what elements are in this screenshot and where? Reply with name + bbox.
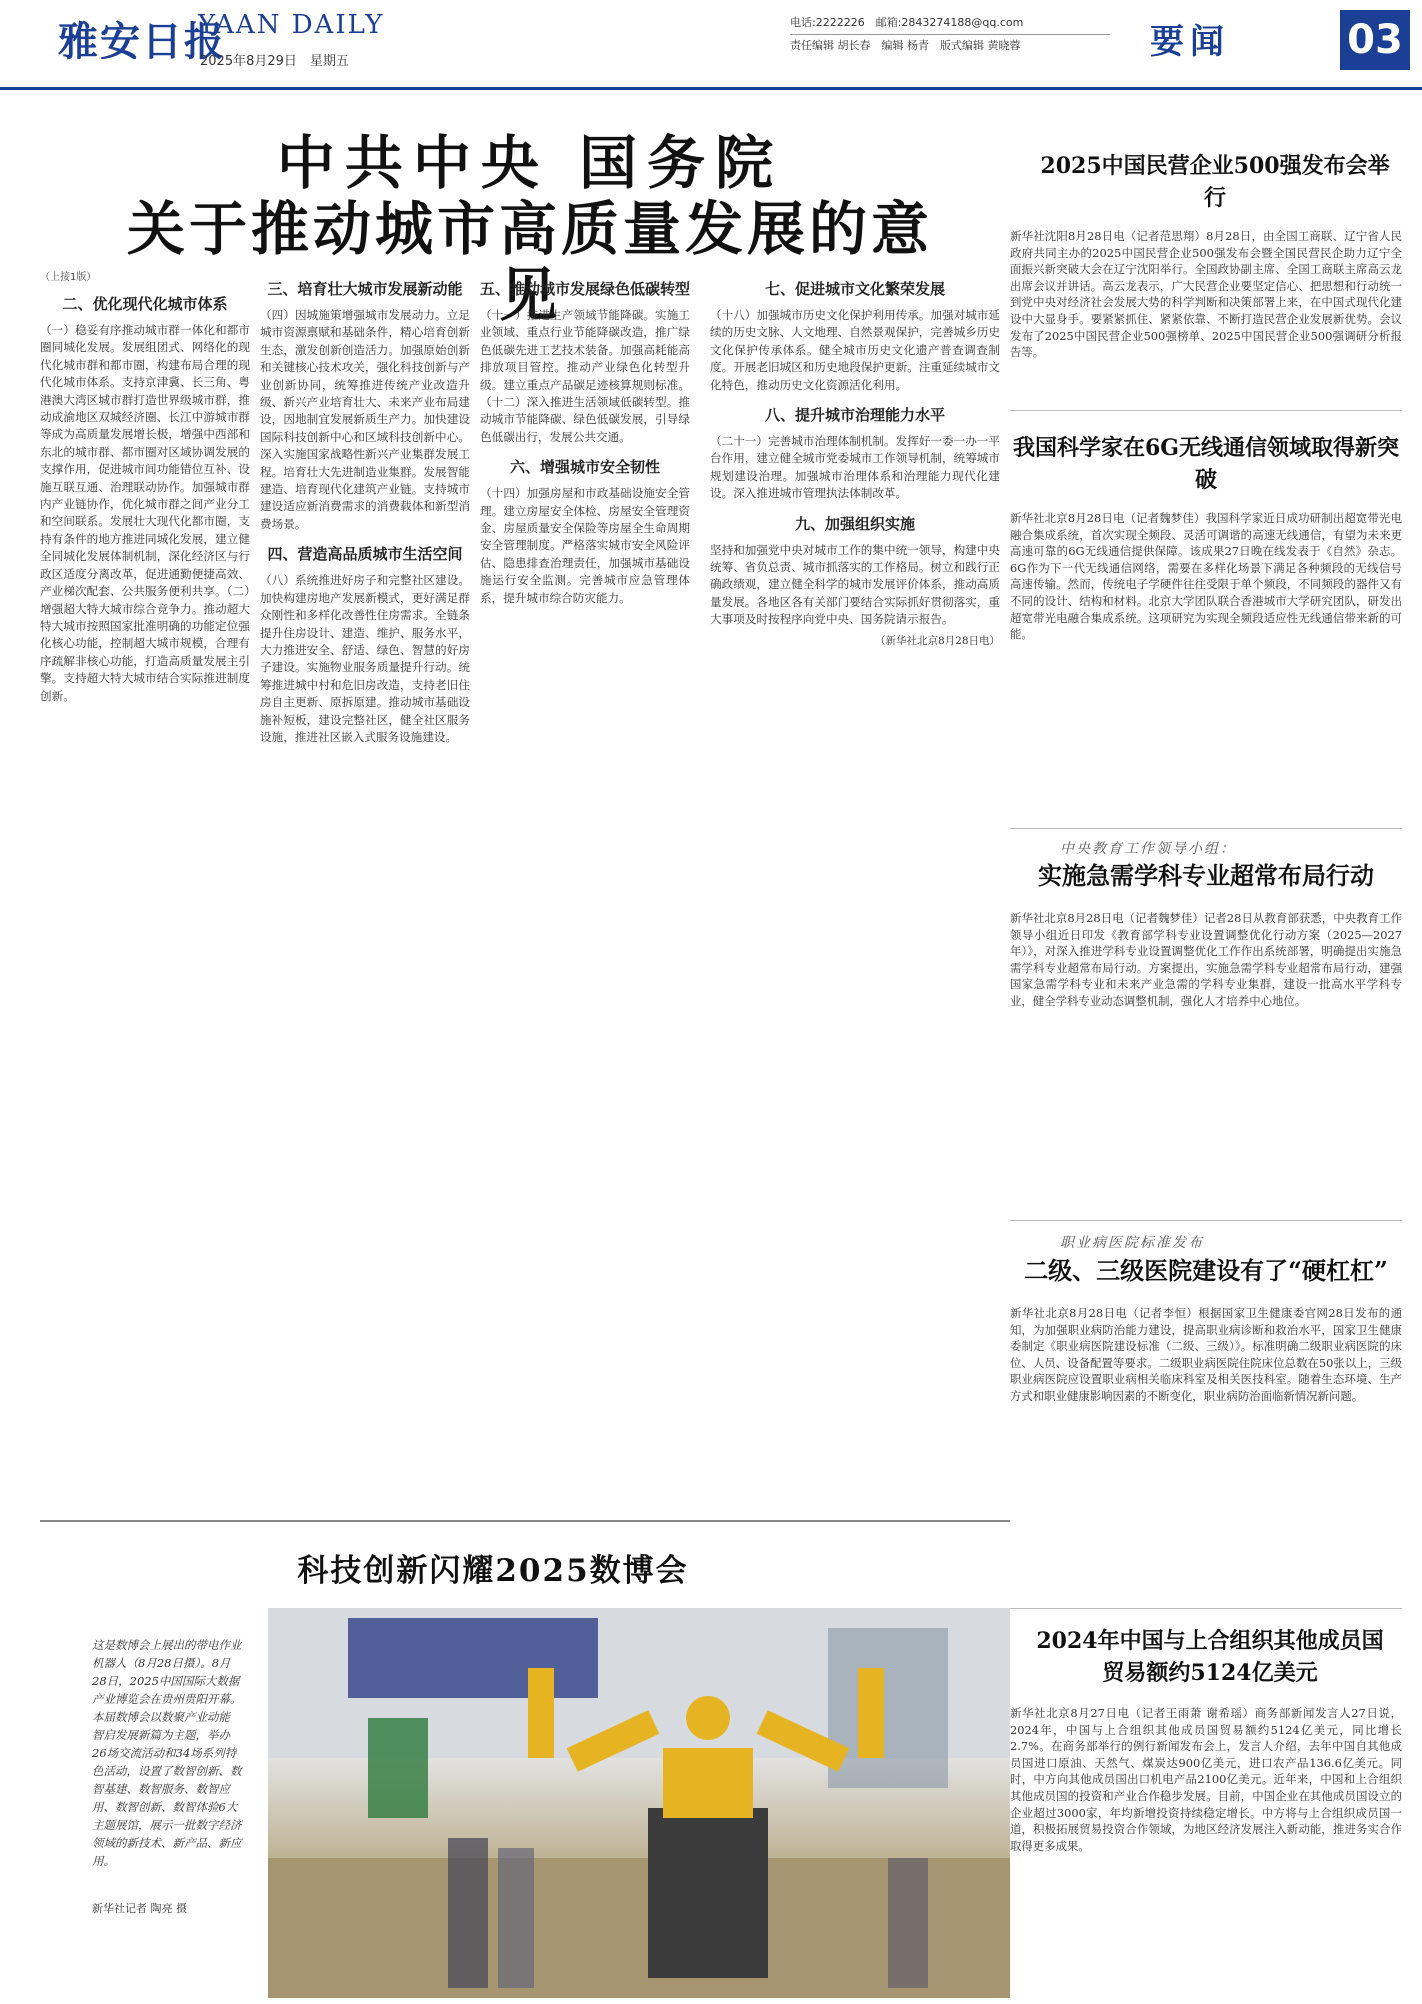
article-title-private-enterprise: 2025中国民营企业500强发布会举行 bbox=[1040, 153, 1390, 211]
article-title-education: 实施急需学科专业超常布局行动 bbox=[1038, 861, 1374, 890]
article-title-sco-trade: 2024年中国与上合组织其他成员国贸易额约5124亿美元 bbox=[1036, 1628, 1384, 1686]
article-column-3 bbox=[480, 268, 690, 1503]
expo-robot-photo bbox=[268, 1608, 1010, 1998]
section-head-6: 六、增强城市安全韧性 bbox=[509, 458, 660, 477]
article-column-1 bbox=[40, 268, 250, 1503]
continued-note: （上接1版） bbox=[40, 272, 97, 283]
issue-date: 2025年8月29日 星期五 bbox=[200, 54, 349, 69]
section-text-3: （四）因城施策增强城市发展动力。立足城市资源禀赋和基础条件，精心培育创新生态，激发创新创造活力。加强原始创新和关键核心技术攻关，强化科技创新与产业创新协同，统筹推进传统产业改造升级、新兴产业培育壮大、未来产业布局建设，因地制宜发展新质生产力。加快建设国际科技创新中心和区域科技创新中心。深入实施国家战略性新兴产业集群发展工程。培育壮大先进制造业集群。发展智能建造、培育现代化建筑产业链。支持城市建设适应新消费需求的消费载体和新型消费场景。 bbox=[260, 308, 470, 531]
section-text-5: （十一）推进生产领域节能降碳。实施工业领域、重点行业节能降碳改造，推广绿色低碳先进工艺技术装备。加强高耗能高排放项目管控。推动产业绿色化转型升级。建立重点产品碳足迹核算规则标准。（十二）深入推进生活领域低碳转型。推动城市节能降碳、绿色低碳发展，引导绿色低碳出行，发展公共交通。 bbox=[480, 308, 690, 444]
article-tagline-education: 中央教育工作领导小组： bbox=[1060, 841, 1236, 857]
headline-line-2: 关于推动城市高质量发展的意见 bbox=[126, 195, 933, 329]
divider bbox=[1010, 1220, 1402, 1221]
divider bbox=[1010, 828, 1402, 829]
section-title: 要闻 bbox=[1150, 22, 1230, 62]
section-text-4: （八）系统推进好房子和完整社区建设。加快构建房地产发展新模式，更好满足群众刚性和多样化改善性住房需求。全链条提升住房设计、建造、维护、服务水平，大力推进安全、舒适、绿色、智慧的好房子建设。实施物业服务质量提升行动。统筹推进城中村和危旧房改造，支持老旧住房自主更新、原拆原建。推动城市基础设施补短板，建设完整社区，健全社区服务设施，推进社区嵌入式服务设施建设。 bbox=[260, 573, 470, 744]
editor-info bbox=[790, 12, 1110, 57]
article-body-6g: 新华社北京8月28日电（记者魏梦佳）我国科学家近日成功研制出超宽带光电融合集成系统，首次实现全频段、灵活可调谐的高速无线通信，有望为未来更高速可靠的6G无线通信提供保障。该成果27日晚在线发表于《自然》杂志。6G作为下一代无线通信网络，需要在多样化场景下满足各种频段的无线信号高速传输。然而，传统电子学硬件往往受限于单个频段，不同频段的器件又有不同的设计、结构和材料。北京大学团队联合香港城市大学研究团队，研发出超宽带光电融合集成系统。这项研究为实现全频段适应性无线通信带来新的可能。 bbox=[1010, 511, 1402, 642]
section-text-6: （十四）加强房屋和市政基础设施安全管理。建立房屋安全体检、房屋安全管理资金、房屋质量安全保险等房屋全生命周期安全管理制度。严格落实城市安全风险评估、隐患排查治理责任，加强城市基础设施运行安全监测。完善城市应急管理体系，提升城市综合防灾能力。 bbox=[480, 486, 690, 605]
section-head-8: 八、提升城市治理能力水平 bbox=[764, 406, 945, 425]
section-head-9: 九、加强组织实施 bbox=[794, 514, 915, 533]
section-text-2: （一）稳妥有序推动城市群一体化和都市圈同城化发展。发展组团式、网络化的现代化城市群和都市圈，构建布局合理的现代化城市体系。支持京津冀、长三角、粤港澳大湾区城市群打造世界级城市群，推动成渝地区双城经济圈、长江中游城市群等成为高质量发展增长极，增强中西部和东北的城市群、都市圈对区域协调发展的支撑作用，促进城市间功能错位互补、设施互联互通、治理联动协作。加强城市群内产业链协作，优化城市群之间产业分工和空间联系。发展壮大现代化都市圈，支持有条件的地方推进同城化发展，建立健全同城化发展体制机制，深化经济区与行政区适度分离改革，促进通勤便捷高效、产业梯次配套、公共服务便利共享。（二）增强超大特大城市综合竞争力。推动超大特大城市按照国家批准明确的功能定位强化核心功能，控制超大城市规模，合理有序疏解非核心功能，打造高质量发展主引擎。支持超大特大城市结合实际推进制度创新。 bbox=[40, 323, 250, 703]
article-body-hospital: 新华社北京8月28日电（记者李恒）根据国家卫生健康委官网28日发布的通知，为加强职业病防治能力建设，提高职业病诊断和救治水平，国家卫生健康委制定《职业病医院建设标准（二级、三级）》。标准明确二级职业病医院的床位、人员、设备配置等要求。二级职业病医院住院床位总数在50张以上，三级职业病医院应设置职业病相关临床科室及相关医技科室。随着生态环境、生产方式和职业健康影响因素的不断变化，职业病防治面临新情况新问题。 bbox=[1010, 1306, 1402, 1403]
photo-credit: 新华社记者 陶亮 摄 bbox=[92, 1902, 187, 1915]
english-name: YAAN DAILY bbox=[198, 10, 385, 40]
article-body-private-enterprise: 新华社沈阳8月28日电（记者范思翔）8月28日，由全国工商联、辽宁省人民政府共同主办的2025中国民营企业500强发布会暨全国民营民企助力辽宁全面振兴新突破大会在辽宁沈阳举行。全国政协副主席、全国工商联主席高云龙出席会议并讲话。高云龙表示，广大民营企业要坚定信心、把思想和行动统一到党中央对经济社会发展大势的科学判断和决策部署上来，在中国式现代化建设中大显身手。要紧紧抓住、紧紧依靠、不断打造民营企业发展新优势。会议发布了2025中国民营企业500强榜单、2025中国民营企业500强调研分析报告等。 bbox=[1010, 229, 1402, 360]
section-head-4: 四、营造高品质城市生活空间 bbox=[267, 545, 463, 564]
page-number: 03 bbox=[1340, 10, 1410, 70]
article-column-4 bbox=[710, 268, 1000, 1503]
section-head-3: 三、培育壮大城市发展新动能 bbox=[267, 280, 463, 298]
divider bbox=[1010, 1608, 1402, 1609]
section-text-7: （十八）加强城市历史文化保护利用传承。加强对城市延续的历史文脉、人文地理、自然景观保护，完善城乡历史文化保护传承体系。健全城市历史文化遗产普查调查制度。开展老旧城区和历史地段保护更新。注重延续城市文化特色，推动历史文化资源活化利用。 bbox=[710, 308, 1000, 392]
article-body-education: 新华社北京8月28日电（记者魏梦佳）记者28日从教育部获悉，中央教育工作领导小组近日印发《教育部学科专业设置调整优化行动方案（2025—2027年）》，对深入推进学科专业设置调整优化工作作出系统部署，明确提出实施急需学科专业超常布局行动。方案提出，实施急需学科专业超常布局行动，建强国家急需学科专业和未来产业急需的学科专业集群，建设一批高水平学科专业，健全学科专业动态调整机制，强化人才培养中心地位。 bbox=[1010, 911, 1402, 1008]
masthead bbox=[0, 0, 1422, 90]
article-title-hospital: 二级、三级医院建设有了“硬杠杠” bbox=[1024, 1256, 1388, 1285]
section-head-5: 五、推动城市发展绿色低碳转型 bbox=[480, 280, 690, 298]
robot-illustration bbox=[268, 1608, 1010, 1998]
headline-line-1: 中共中央 国务院 bbox=[276, 129, 784, 197]
article-title-6g: 我国科学家在6G无线通信领域取得新突破 bbox=[1012, 435, 1400, 493]
article-tagline-hospital: 职业病医院标准发布 bbox=[1060, 1235, 1204, 1251]
section-text-8: （二十一）完善城市治理体制机制。发挥好一委一办一平台作用，建立健全城市党委城市工作领导机制，统筹城市规划建设治理。加强城市治理体系和治理能力现代化建设。深入推进城市管理执法体制改革。 bbox=[710, 434, 1000, 501]
section-head-2: 二、优化现代化城市体系 bbox=[62, 295, 228, 313]
editors-line: 责任编辑 胡长春 编辑 杨青 版式编辑 黄晓蓉 bbox=[790, 39, 1021, 52]
phone-line: 电话:2222226 邮箱:2843274188@qq.com bbox=[790, 12, 1110, 35]
feature-title: 科技创新闪耀2025数博会 bbox=[297, 1553, 689, 1589]
article-column-2 bbox=[260, 268, 470, 1503]
divider bbox=[1010, 410, 1402, 411]
photo-caption: 这是数博会上展出的带电作业机器人（8月28日摄）。8月28日，2025中国国际大数据产业博览会在贵州贵阳开幕。本届数博会以数聚产业动能 智启发展新篇为主题，举办26场交流活动和34场系列特色活动，设置了数智创新、数智基建、数智服务、数智应用、数智创新、数智体验6大主题展馆，展示一批数字经济领域的新技术、新产品、新应用。 bbox=[92, 1638, 242, 1868]
section-head-7: 七、促进城市文化繁荣发展 bbox=[764, 280, 945, 298]
section-text-9: 坚持和加强党中央对城市工作的集中统一领导，构建中央统筹、省负总责、城市抓落实的工作格局。树立和践行正确政绩观，建立健全科学的城市发展评价体系，推动高质量发展。各地区各有关部门要结合实际抓好贯彻落实，重大事项及时按程序向党中央、国务院请示报告。 bbox=[710, 542, 1000, 627]
newspaper-logo: 雅安日报 bbox=[58, 18, 226, 65]
article-signature: （新华社北京8月28日电） bbox=[874, 634, 1000, 647]
article-body-sco-trade: 新华社北京8月27日电（记者王雨萧 谢希瑶）商务部新闻发言人27日说，2024年，中国与上合组织其他成员国贸易额约5124亿美元，同比增长2.7%。在商务部举行的例行新闻发布会上，发言人介绍，去年中国自其他成员国进口原油、天然气、煤炭达900亿美元，进口农产品136.6亿美元。同时，中方向其他成员国出口机电产品2100亿美元。近年来，中国和上合组织其他成员国的投资和产业合作稳步发展。目前，中国企业在其他成员国设立的企业超过3000家，年均新增投资持续稳定增长。中方将与上合组织成员国一道，积极拓展贸易投资合作领域，为地区经济发展注入新动能，推进务实合作取得更多成果。 bbox=[1010, 1706, 1402, 1853]
